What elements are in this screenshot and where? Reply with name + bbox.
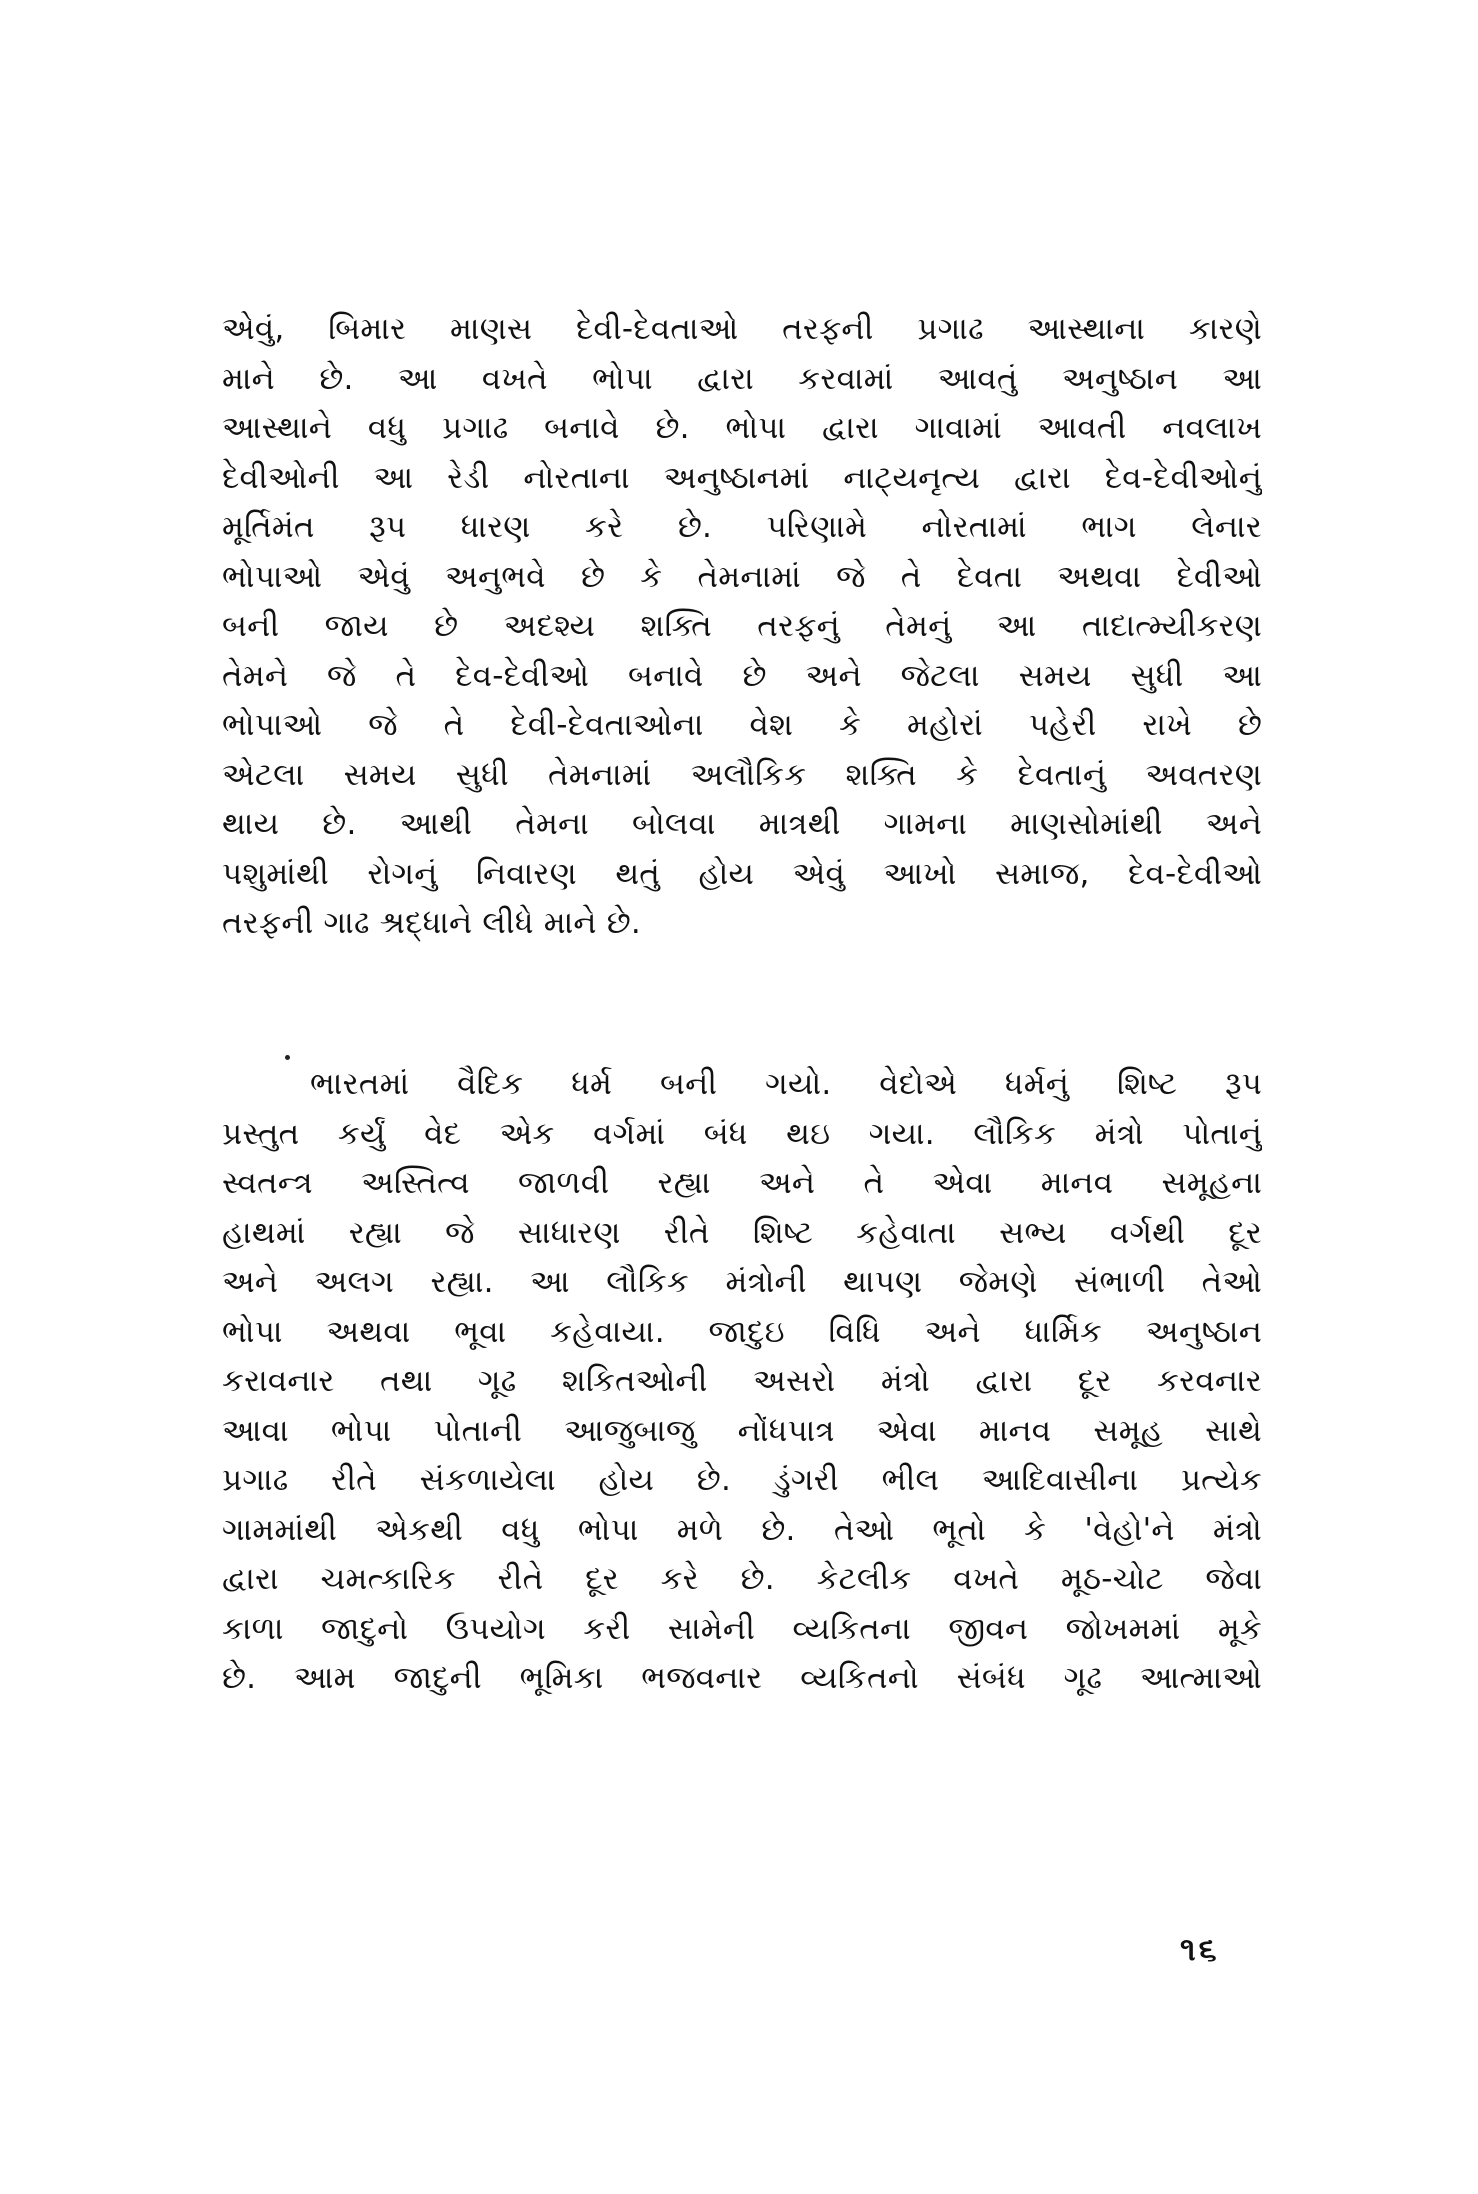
text-line: પ્રગાઢ રીતે સંકળાયેલા હોય છે. ડુંગરી ભીલ આદિવાસીના પ્રત્યેક bbox=[222, 1462, 1262, 1498]
text-line: પશુમાંથી રોગનું નિવારણ થતું હોય એવું આખો સમાજ, દેવ-દેવીઓ bbox=[222, 855, 1262, 892]
text-line: બની જાય છે અદશ્ય શક્તિ તરફનું તેમનું આ તાદાત્મ્યીકરણ bbox=[222, 608, 1262, 644]
text-line: મૂર્તિમંત રૂપ ધારણ કરે છે. પરિણામે નોરતામાં ભાગ લેનાર bbox=[222, 509, 1262, 545]
text-line: આવા ભોપા પોતાની આજુબાજુ નોંધપાત્ર એવા માનવ સમૂહ સાથે bbox=[222, 1412, 1262, 1449]
text-line: અને અલગ રહ્યા. આ લૌકિક મંત્રોની થાપણ જેમણે સંભાળી તેઓ bbox=[222, 1264, 1262, 1300]
paragraph-1 bbox=[222, 305, 1262, 949]
text-line: તરફની ગાઢ શ્રદ્ધાને લીધે માને છે. bbox=[222, 905, 641, 941]
text-line: છે. આમ જાદુની ભૂમિકા ભજવનાર વ્યકિતનો સંબંધ ગૂઢ આત્માઓ bbox=[222, 1660, 1262, 1696]
text-line: એવું, બિમાર માણસ દેવી-દેવતાઓ તરફની પ્રગાઢ આસ્થાના કારણે bbox=[222, 311, 1262, 347]
paragraph-2 bbox=[222, 1060, 1262, 1704]
text-line: હાથમાં રહ્યા જે સાધારણ રીતે શિષ્ટ કહેવાતા સભ્ય વર્ગથી દૂર bbox=[222, 1214, 1262, 1251]
page-number: ૧૬ bbox=[1180, 1930, 1220, 1968]
text-line: આસ્થાને વધુ પ્રગાઢ બનાવે છે. ભોપા દ્વારા ગાવામાં આવતી નવલાખ bbox=[222, 410, 1262, 446]
text-line: એટલા સમય સુધી તેમનામાં અલૌકિક શક્તિ કે દેવતાનું અવતરણ bbox=[222, 756, 1262, 793]
text-line: થાય છે. આથી તેમના બોલવા માત્રથી ગામના માણસોમાંથી અને bbox=[222, 806, 1262, 842]
text-line: ભોપાઓ જે તે દેવી-દેવતાઓના વેશ કે મહોરાં પહેરી રાખે છે bbox=[222, 707, 1262, 743]
text-line: પ્રસ્તુત કર્યું વેદ એક વર્ગમાં બંધ થઇ ગયા. લૌકિક મંત્રો પોતાનું bbox=[222, 1115, 1262, 1152]
text-line: કાળા જાદુનો ઉપયોગ કરી સામેની વ્યકિતના જીવન જોખમમાં મૂકે bbox=[222, 1610, 1262, 1647]
text-line: માને છે. આ વખતે ભોપા દ્વારા કરવામાં આવતું અનુષ્ઠાન આ bbox=[222, 360, 1262, 397]
text-line: દ્વારા ચમત્કારિક રીતે દૂર કરે છે. કેટલીક વખતે મૂઠ-ચોટ જેવા bbox=[222, 1561, 1262, 1597]
text-line: ભોપાઓ એવું અનુભવે છે કે તેમનામાં જે તે દેવતા અથવા દેવીઓ bbox=[222, 558, 1262, 595]
text-line: ભારતમાં વૈદિક ધર્મ બની ગયો. વેદોએ ધર્મનું શિષ્ટ રૂપ bbox=[310, 1066, 1262, 1102]
text-line: ગામમાંથી એકથી વધુ ભોપા મળે છે. તેઓ ભૂતો કે 'વેહો'ને મંત્રો bbox=[222, 1511, 1262, 1548]
text-line: ભોપા અથવા ભૂવા કહેવાયા. જાદુઇ વિધિ અને ધાર્મિક અનુષ્ઠાન bbox=[222, 1313, 1262, 1350]
text-line: તેમને જે તે દેવ-દેવીઓ બનાવે છે અને જેટલા સમય સુધી આ bbox=[222, 657, 1262, 694]
text-line: સ્વતન્ત્ર અસ્તિત્વ જાળવી રહ્યા અને તે એવા માનવ સમૂહના bbox=[222, 1165, 1262, 1201]
text-line: દેવીઓની આ રેડી નોરતાના અનુષ્ઠાનમાં નાટ્યનૃત્ય દ્વારા દેવ-દેવીઓનું bbox=[222, 459, 1262, 496]
text-line: કરાવનાર તથા ગૂઢ શકિતઓની અસરો મંત્રો દ્વારા દૂર કરવનાર bbox=[222, 1363, 1262, 1399]
